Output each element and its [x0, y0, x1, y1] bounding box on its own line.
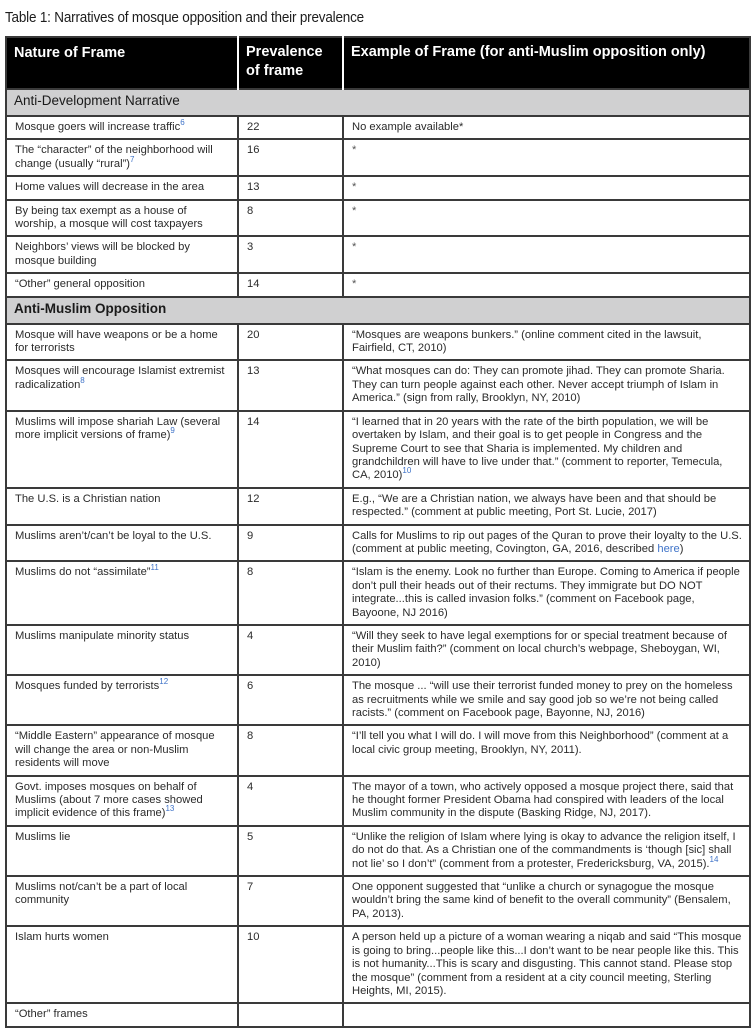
- example-text: A person held up a picture of a woman wearing a niqab and said “This mosque is going to bring...people like this...I don’t want to be near people like this. This is not humanity...This is scary and disgusting. This cannot stand. Please stop the mosque” (comment from a resident at a city council meeting, Sterling Heights, MI, 2015).: [352, 931, 742, 997]
- frame-text: “Middle Eastern” appearance of mosque will change the area or non-Muslim residents will move: [15, 730, 215, 770]
- table-row: [6, 236, 750, 273]
- table-row: [6, 826, 750, 876]
- table-caption: Table 1: Narratives of mosque opposition and their prevalence: [5, 10, 364, 26]
- example-cell: [343, 525, 750, 562]
- frame-cell: [6, 926, 238, 1003]
- example-text: “I learned that in 20 years with the rate of the birth population, we will be overtaken by Islam, and their goal is to get people in Congress and the Supreme Court to see that Sharia is implemented. My children and grandchildren will have to live under that.” (comment to reporter, Temecula, CA, 2010): [352, 415, 723, 482]
- frame-text: Muslims not/can’t be a part of local community: [15, 881, 188, 907]
- footnote-link[interactable]: 10: [402, 466, 412, 476]
- example-text: *: [352, 278, 357, 291]
- frame-text: Neighbors’ views will be blocked by mosque building: [15, 241, 190, 267]
- example-text: *: [352, 204, 357, 217]
- example-cell: [343, 876, 750, 926]
- footnote-link[interactable]: 8: [80, 375, 85, 385]
- prevalence-cell: 14: [238, 411, 343, 488]
- frame-text: The “character” of the neighborhood will change (usually “rural”): [15, 144, 213, 170]
- table-row: [6, 139, 750, 176]
- frame-text: Govt. imposes mosques on behalf of Muslims (about 7 more cases showed implicit evidence of this frame): [15, 780, 203, 820]
- frame-cell: [6, 236, 238, 273]
- prevalence-cell: 4: [238, 776, 343, 826]
- frame-cell: [6, 411, 238, 488]
- prevalence-cell: 20: [238, 324, 343, 361]
- example-text: No example available*: [352, 121, 464, 133]
- example-cell: [343, 236, 750, 273]
- prevalence-cell: 10: [238, 926, 343, 1003]
- table-row: [6, 488, 750, 525]
- example-cell: [343, 273, 750, 296]
- frame-cell: [6, 273, 238, 296]
- table-row: [6, 725, 750, 775]
- table-header: [6, 37, 750, 89]
- frame-text: Mosques funded by terrorists: [15, 680, 160, 693]
- example-text: “Mosques are weapons bunkers.” (online comment cited in the lawsuit, Fairfield, CT, 2010): [352, 328, 702, 355]
- footnote-link[interactable]: 14: [709, 854, 719, 864]
- prevalence-cell: 22: [238, 116, 343, 139]
- prevalence-cell: 4: [238, 625, 343, 675]
- frame-text: “Other” frames: [15, 1008, 88, 1021]
- table-row: [6, 360, 750, 410]
- example-cell: [343, 116, 750, 139]
- footnote-link[interactable]: 11: [150, 563, 159, 573]
- prevalence-cell: 6: [238, 675, 343, 725]
- example-cell: [343, 675, 750, 725]
- frame-text: Mosques will encourage Islamist extremist radicalization: [15, 365, 225, 391]
- frame-cell: [6, 139, 238, 176]
- example-text: “Unlike the religion of Islam where lying is okay to advance the religion itself, I do not do that. As a Christian one of the commandments is ‘though [sic] shall not lie’ so I don’t” (comment from a protester, Fredericksburg, VA, 2015).: [352, 830, 736, 870]
- example-text: “I’ll tell you what I will do. I will move from this Neighborhood” (comment at a local civic group meeting, Brooklyn, NY, 2011).: [352, 730, 729, 756]
- table-row: [6, 324, 750, 361]
- example-cell: [343, 1003, 750, 1026]
- frame-text: The U.S. is a Christian nation: [15, 492, 161, 505]
- frame-cell: [6, 116, 238, 139]
- frame-text: Muslims do not “assimilate”: [15, 566, 151, 579]
- frame-cell: [6, 675, 238, 725]
- example-cell: [343, 561, 750, 625]
- prevalence-cell: 9: [238, 525, 343, 562]
- example-cell: [343, 826, 750, 876]
- example-cell: [343, 625, 750, 675]
- frame-cell: [6, 561, 238, 625]
- header-prevalence-line2: of frame: [246, 63, 304, 79]
- frame-text: Muslims manipulate minority status: [15, 629, 190, 642]
- section-title: Anti-Development Narrative: [6, 89, 750, 116]
- frame-text: Home values will decrease in the area: [15, 181, 205, 194]
- prevalence-cell: 3: [238, 236, 343, 273]
- frame-cell: [6, 176, 238, 199]
- prevalence-cell: 8: [238, 725, 343, 775]
- frame-cell: [6, 1003, 238, 1026]
- table-row: [6, 176, 750, 199]
- table-row: [6, 411, 750, 488]
- table-row: [6, 561, 750, 625]
- section-anti-development: [6, 89, 750, 297]
- frame-text: “Other” general opposition: [15, 278, 145, 291]
- frame-cell: [6, 776, 238, 826]
- example-cell: [343, 488, 750, 525]
- here-link[interactable]: here: [657, 542, 680, 555]
- table-row: [6, 525, 750, 562]
- header-prevalence-line1: Prevalence: [246, 44, 323, 60]
- example-cell: [343, 139, 750, 176]
- frame-cell: [6, 826, 238, 876]
- table-row: [6, 116, 750, 139]
- frame-text: Islam hurts women: [15, 931, 109, 944]
- prevalence-cell: 8: [238, 200, 343, 237]
- example-text: “Will they seek to have legal exemptions for or special treatment because of their Muslim faith?” (comment on local church’s webpage, Sheboygan, WI, 2010): [352, 629, 727, 669]
- frame-cell: [6, 200, 238, 237]
- example-cell: [343, 324, 750, 361]
- table-row: [6, 876, 750, 926]
- prevalence-cell: 13: [238, 176, 343, 199]
- example-text: *: [352, 241, 357, 254]
- example-text: The mayor of a town, who actively opposed a mosque project there, said that he thought former President Obama had conspired with leaders of the local Muslim community in the dispute (Basking Ridge, NJ, 2017).: [352, 780, 734, 820]
- frame-text: Muslims lie: [15, 830, 71, 843]
- section-title: Anti-Muslim Opposition: [6, 297, 750, 324]
- frame-text: Muslims aren’t/can’t be loyal to the U.S.: [15, 529, 212, 542]
- example-text: Calls for Muslims to rip out pages of the Quran to prove their loyalty to the U.S. (comment at public meeting, Covington, GA, 2016, described: [352, 529, 742, 555]
- example-text: One opponent suggested that “unlike a church or synagogue the mosque wouldn’t bring the same kind of benefit to the overall community” (Bensalem, PA, 2013).: [352, 881, 731, 920]
- prevalence-cell: 5: [238, 826, 343, 876]
- table-row: [6, 926, 750, 1003]
- example-cell: [343, 411, 750, 488]
- prevalence-cell: 13: [238, 360, 343, 410]
- example-cell: [343, 200, 750, 237]
- table-row: [6, 200, 750, 237]
- table-row: [6, 273, 750, 296]
- frame-cell: [6, 324, 238, 361]
- footnote-link[interactable]: 7: [130, 154, 135, 164]
- example-text: E.g., “We are a Christian nation, we always have been and that should be respected.” (comment at public meeting, Port St. Lucie, 2017): [352, 492, 717, 519]
- prevalence-cell: [238, 1003, 343, 1026]
- frame-text: Mosque goers will increase traffic: [15, 121, 181, 133]
- table-row: [6, 776, 750, 826]
- footnote-link[interactable]: 12: [159, 677, 169, 687]
- example-cell: [343, 776, 750, 826]
- header-example: Example of Frame (for anti-Muslim opposition only): [343, 37, 750, 89]
- prevalence-cell: 16: [238, 139, 343, 176]
- prevalence-cell: 12: [238, 488, 343, 525]
- frame-cell: [6, 625, 238, 675]
- frame-cell: [6, 525, 238, 562]
- example-cell: [343, 725, 750, 775]
- example-text: “Islam is the enemy. Look no further than Europe. Coming to America if people don’t pull their heads out of their rectums. They immigrate but DO NOT integrate...this is called invasion folks.” (comment on Facebook page, Bayoone, NJ 2016): [352, 566, 740, 619]
- footnote-link[interactable]: 6: [180, 118, 185, 127]
- example-text: The mosque ... “will use their terrorist funded money to prey on the homeless as recruitments while we smile and say good job so we’re not being called racists.” (comment on Facebook page, Bayonne, NJ, 2016): [352, 680, 733, 719]
- example-text: *: [352, 144, 357, 157]
- table-row: [6, 675, 750, 725]
- frame-cell: [6, 360, 238, 410]
- header-nature-of-frame: Nature of Frame: [6, 37, 238, 89]
- footnote-link[interactable]: 13: [165, 804, 175, 814]
- example-text: *: [352, 181, 357, 194]
- table-row: [6, 1003, 750, 1026]
- frame-cell: [6, 488, 238, 525]
- table-row: [6, 625, 750, 675]
- example-cell: [343, 926, 750, 1003]
- frame-text: By being tax exempt as a house of worship, a mosque will cost taxpayers: [15, 204, 203, 231]
- narratives-table: [5, 36, 751, 1028]
- example-cell: [343, 176, 750, 199]
- prevalence-cell: 8: [238, 561, 343, 625]
- section-anti-muslim: [6, 297, 750, 1027]
- frame-text: Mosque will have weapons or be a home for terrorists: [15, 328, 218, 355]
- prevalence-cell: 7: [238, 876, 343, 926]
- frame-cell: [6, 876, 238, 926]
- frame-cell: [6, 725, 238, 775]
- header-prevalence: [238, 37, 343, 89]
- example-suffix: ): [679, 542, 684, 555]
- footnote-link[interactable]: 9: [170, 426, 175, 436]
- example-cell: [343, 360, 750, 410]
- frame-text: Muslims will impose shariah Law (several more implicit versions of frame): [15, 415, 221, 442]
- prevalence-cell: 14: [238, 273, 343, 296]
- example-text: “What mosques can do: They can promote jihad. They can promote Sharia. They can turn people against each other. Never accept triumph of Islam in America.” (sign from rally, Brooklyn, NY, 2010): [352, 365, 725, 405]
